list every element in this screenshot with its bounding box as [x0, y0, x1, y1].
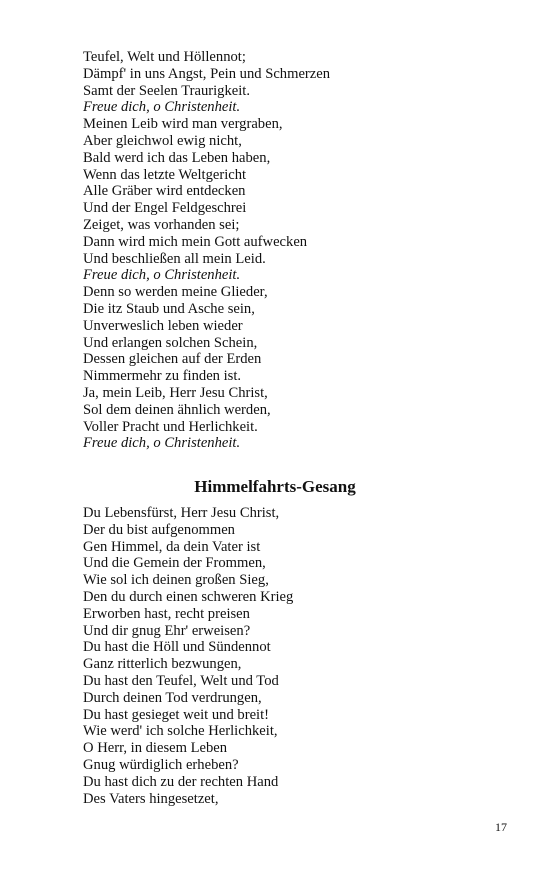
- verse-line: Und die Gemein der Frommen,: [83, 555, 266, 572]
- verse-line: Alle Gräber wird entdecken: [83, 183, 246, 200]
- verse-line: Unverweslich leben wieder: [83, 317, 243, 334]
- refrain-line: Freue dich, o Christenheit.: [83, 435, 241, 452]
- refrain-line: Freue dich, o Christenheit.: [83, 99, 241, 116]
- verse-line: Des Vaters hingesetzet,: [83, 790, 219, 807]
- verse-line: Erworben hast, recht preisen: [83, 605, 250, 622]
- verse-line: Ja, mein Leib, Herr Jesu Christ,: [83, 384, 268, 401]
- verse-line: Durch deinen Tod verdrungen,: [83, 689, 262, 706]
- verse-line: Und der Engel Feldgeschrei: [83, 200, 247, 217]
- verse-line: Dämpf' in uns Angst, Pein und Schmerzen: [83, 65, 331, 82]
- hymn-verses: [83, 505, 483, 807]
- verse-line: Du hast die Höll und Sündennot: [83, 639, 271, 656]
- verse-line: Aber gleichwol ewig nicht,: [83, 132, 242, 149]
- verse-line: Zeiget, was vorhanden sei;: [83, 216, 240, 233]
- verse-line: Denn so werden meine Glieder,: [83, 284, 268, 301]
- verse-line: Und beschließen all mein Leid.: [83, 250, 266, 267]
- verse-line: Sol dem deinen ähnlich werden,: [83, 401, 271, 418]
- verse-line: Wie sol ich deinen großen Sieg,: [83, 572, 269, 589]
- verse-line: Ganz ritterlich bezwungen,: [83, 656, 242, 673]
- verse-line: Dann wird mich mein Gott aufwecken: [83, 233, 308, 250]
- verse-line: Samt der Seelen Traurigkeit.: [83, 82, 250, 99]
- verse-line: Dessen gleichen auf der Erden: [83, 351, 262, 368]
- verse-line: Du Lebensfürst, Herr Jesu Christ,: [83, 505, 280, 521]
- verse-line: Gnug würdiglich erheben?: [83, 756, 239, 773]
- verse-line: Die itz Staub und Asche sein,: [83, 300, 255, 317]
- verse-line: Teufel, Welt und Höllennot;: [83, 49, 246, 65]
- verse-line: Gen Himmel, da dein Vater ist: [83, 538, 261, 555]
- verse-line: Nimmermehr zu finden ist.: [83, 368, 242, 385]
- refrain-line: Freue dich, o Christenheit.: [83, 267, 241, 284]
- verse-line: O Herr, in diesem Leben: [83, 740, 228, 757]
- verse-line: Und erlangen solchen Schein,: [83, 334, 258, 351]
- verse-line: Der du bist aufgenommen: [83, 521, 235, 538]
- page-number: 17: [495, 820, 507, 834]
- verse-line: Wenn das letzte Weltgericht: [83, 166, 247, 183]
- verse-line: Voller Pracht und Herlichkeit.: [83, 418, 258, 435]
- poem-continuation: [83, 49, 483, 452]
- verse-line: Meinen Leib wird man vergraben,: [83, 116, 283, 133]
- verse-line: Bald werd ich das Leben haben,: [83, 149, 271, 166]
- section-heading: Himmelfahrts-Gesang: [194, 477, 356, 496]
- verse-line: Den du durch einen schweren Krieg: [83, 588, 294, 605]
- verse-line: Und dir gnug Ehr' erweisen?: [83, 622, 251, 639]
- verse-line: Wie werd' ich solche Herlichkeit,: [83, 723, 278, 740]
- verse-line: Du hast dich zu der rechten Hand: [83, 773, 279, 790]
- verse-line: Du hast gesieget weit und breit!: [83, 706, 270, 723]
- verse-line: Du hast den Teufel, Welt und Tod: [83, 672, 279, 689]
